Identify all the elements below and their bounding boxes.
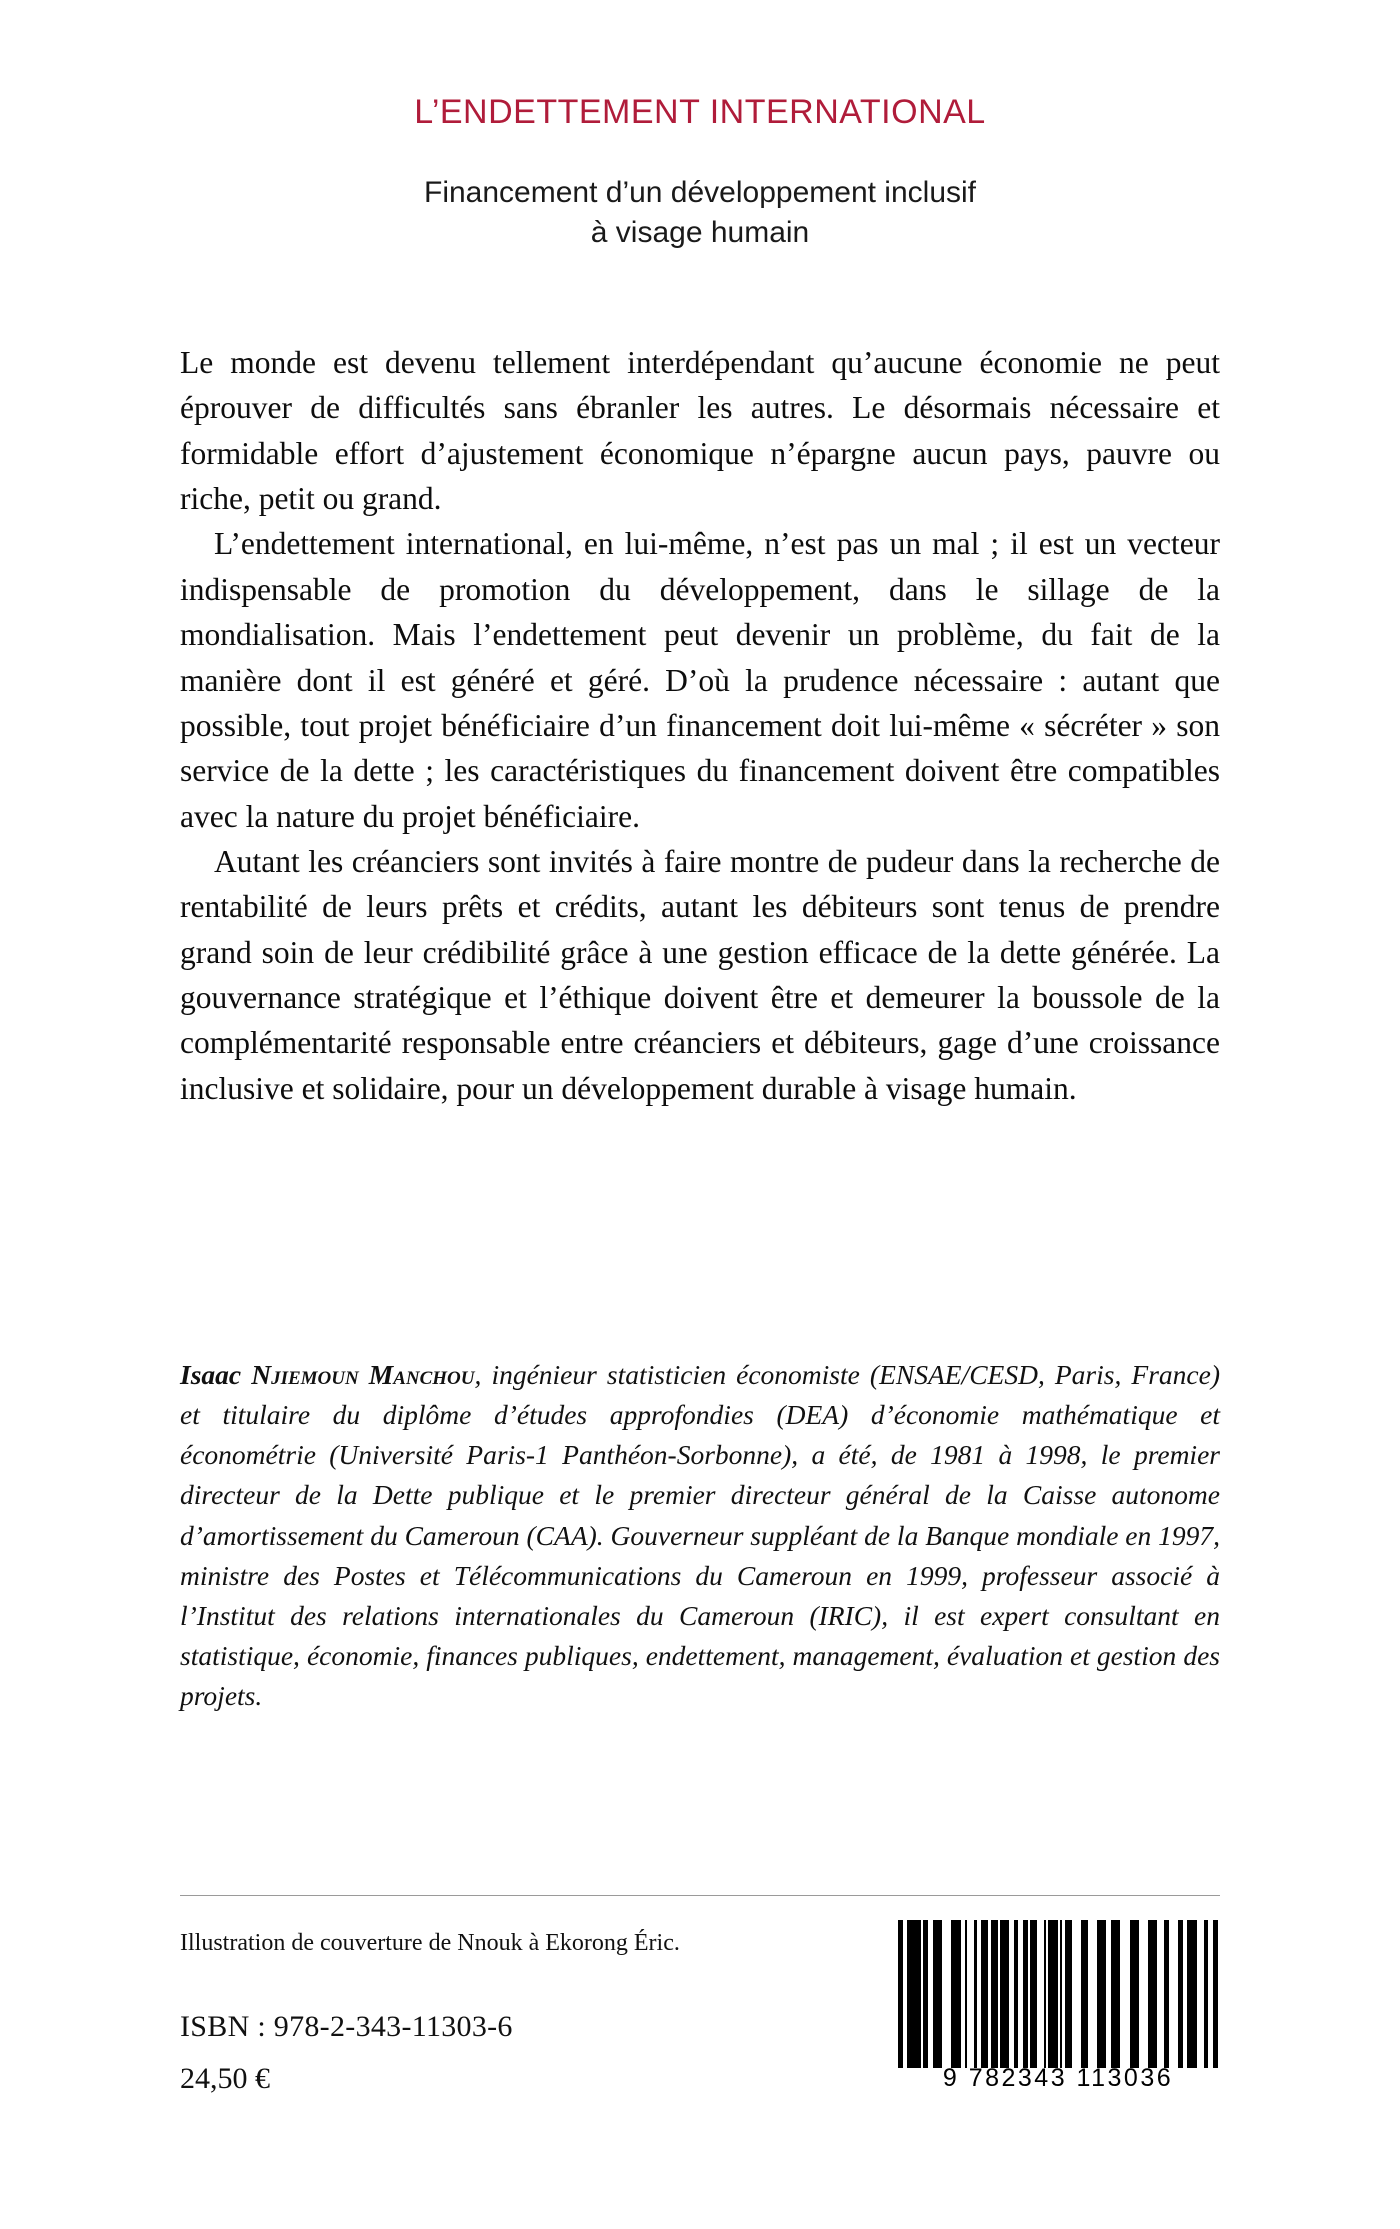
author-bio-text: , ingénieur statisticien économiste (ENSAE/CESD, Paris, France) et titulaire du diplôme d’études approfondies (DEA) d’économie mathématique et économétrie (Université Paris-1 Panthéon-Sorbonne), a été, de 1981 à 1998, le premier directeur de la Dette publique et le premier directeur général de la Caisse autonome d’amortissement du Cameroun (CAA). Gouverneur suppléant de la Banque mondiale en 1997, ministre des Postes et Télécommunications du Cameroun en 1999, professeur associé à l’Institut des relations internationales du Cameroun (IRIC), il est expert consultant en statistique, économie, finances publiques, endettement, management, évaluation et gestion des projets. [180,1359,1221,1712]
author-bio [180,1355,1220,1716]
isbn-text: ISBN : 978-2-343-11303-6 [180,2010,513,2043]
author-last-name: Njiemoun Manchou [251,1359,475,1390]
author-first-name: Isaac [180,1359,242,1390]
page-title: L’ENDETTEMENT INTERNATIONAL [414,93,986,131]
blurb-text [180,340,1220,1111]
barcode [898,1920,1218,2105]
barcode-digits: 9 782343 113036 [942,2064,1174,2092]
barcode-bars [898,1920,1218,2068]
subtitle-line-2: à visage humain [590,216,810,250]
illustration-credit: Illustration de couverture de Nnouk à Ekorong Éric. [180,1930,680,1956]
blurb-paragraph: Le monde est devenu tellement interdépendant qu’aucune économie ne peut éprouver de difficultés sans ébranler les autres. Le désormais nécessaire et formidable effort d’ajustement économique n’épargne aucun pays, pauvre ou riche, petit ou grand. [180,345,1220,517]
blurb-paragraph: L’endettement international, en lui-même, n’est pas un mal ; il est un vecteur indispensable de promotion du développement, dans le sillage de la mondialisation. Mais l’endettement peut devenir un problème, du fait de la manière dont il est généré et géré. D’où la prudence nécessaire : autant que possible, tout projet bénéficiaire d’un financement doit lui-même « sécréter » son service de la dette ; les caractéristiques du financement doivent être compatibles avec la nature du projet bénéficiaire. [180,526,1220,834]
subtitle-line-1: Financement d’un développement inclusif [424,175,976,209]
blurb-paragraph: Autant les créanciers sont invités à faire montre de pudeur dans la recherche de rentabilité de leurs prêts et crédits, autant les débiteurs sont tenus de prendre grand soin de leur crédibilité grâce à une gestion efficace de la dette générée. La gouvernance stratégique et l’éthique doivent être et demeurer la boussole de la complémentarité responsable entre créanciers et débiteurs, gage d’une croissance inclusive et solidaire, pour un développement durable à visage humain. [180,843,1220,1106]
title-block [150,92,1250,254]
price-text: 24,50 € [180,2062,270,2095]
footer-divider [180,1895,1220,1896]
page-subtitle [150,173,1250,254]
